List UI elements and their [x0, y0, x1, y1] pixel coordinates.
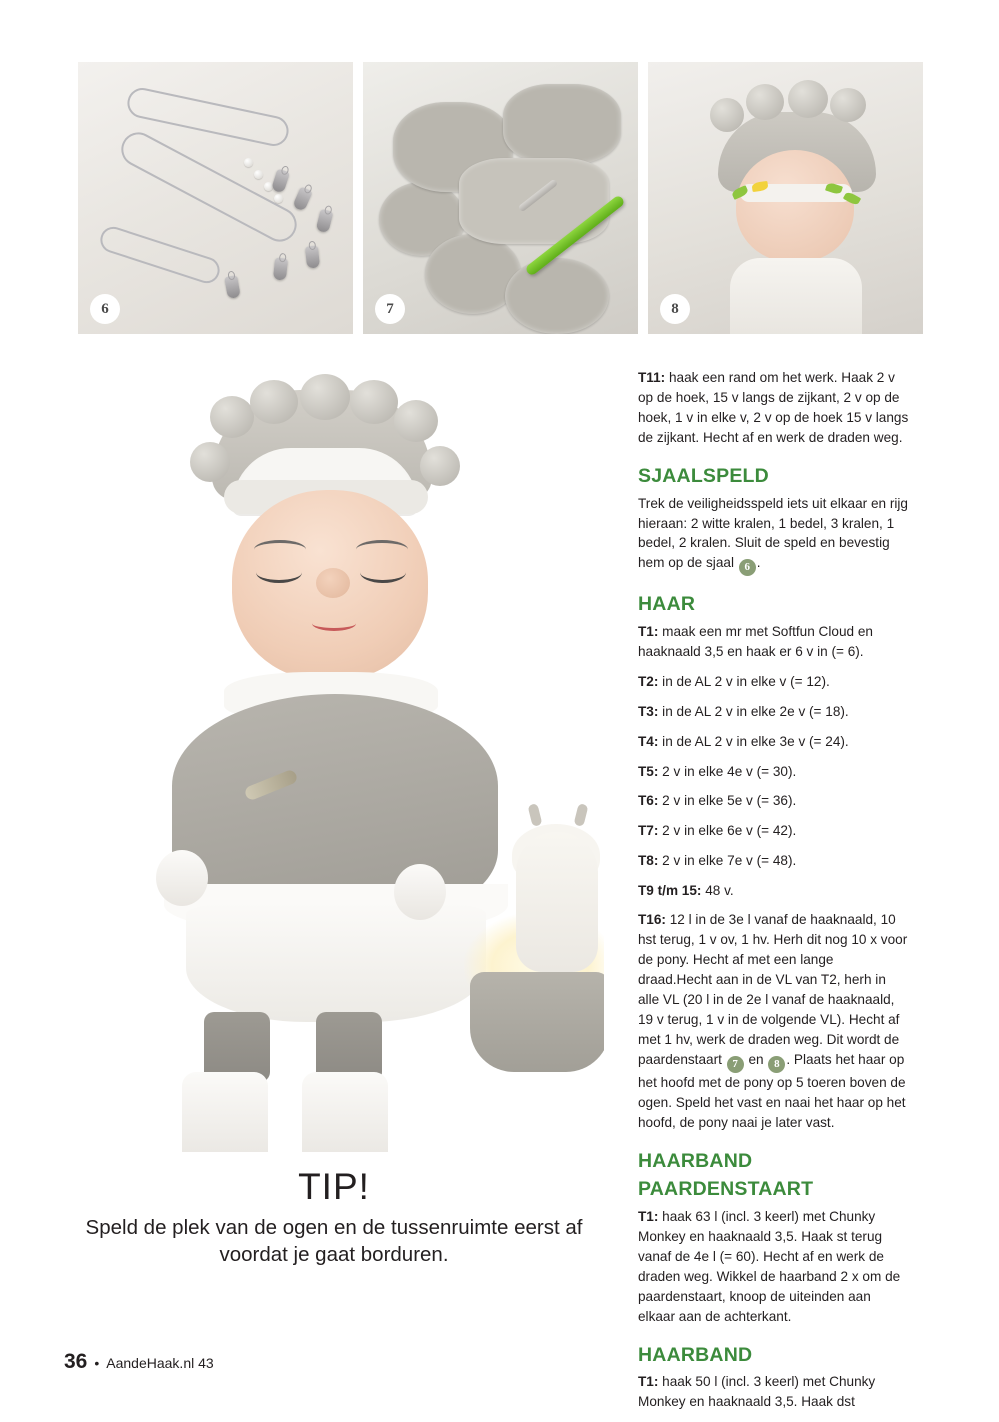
row-text: maak een mr met Softfun Cloud en haaknaald 3,5 en haak er 6 v in (= 6).: [638, 623, 873, 659]
paragraph-sjaalspeld: [638, 494, 910, 576]
bead-icon: [274, 194, 283, 203]
row-label: T6:: [638, 793, 659, 809]
row-t5: [638, 762, 910, 782]
photo-step-6: [78, 62, 353, 334]
row-label: T2:: [638, 673, 659, 689]
hair-curl: [300, 374, 350, 420]
doll-eyebrow: [356, 540, 408, 559]
paragraph-t16: [638, 910, 910, 1132]
doll-eyelash: [256, 562, 302, 583]
photo-strip: [78, 62, 923, 334]
heading-haarband: HAARBAND: [638, 1343, 753, 1366]
row-text: 2 v in elke 5e v (= 36).: [658, 793, 797, 809]
row-label: T9 t/m 15:: [638, 883, 702, 899]
row-label: T11:: [638, 370, 666, 385]
giraffe-horn: [527, 803, 542, 827]
charm-icon: [292, 186, 313, 211]
hair-curl: [746, 84, 784, 120]
doll-body: [730, 258, 862, 334]
hair-curl: [788, 80, 828, 118]
bead-icon: [254, 170, 263, 179]
row-text: 2 v in elke 4e v (= 30).: [658, 763, 797, 779]
row-t9-15: [638, 881, 910, 901]
heading-haar: HAAR: [638, 593, 696, 616]
doll-nose: [316, 568, 350, 598]
step-badge: 8: [660, 294, 690, 324]
row-t3: [638, 702, 910, 722]
inline-step-badge: 8: [768, 1056, 785, 1073]
doll-mouth: [312, 616, 356, 631]
footer-separator: •: [94, 1355, 100, 1371]
page-footer: [64, 1350, 214, 1374]
row-label: T3:: [638, 703, 659, 719]
photo-step-8: [648, 62, 923, 334]
row-t7: [638, 821, 910, 841]
row-t8: [638, 851, 910, 871]
doll-hand: [394, 864, 446, 920]
heading-haarband-paardenstaart: HAARBAND PAARDENSTAART: [638, 1149, 814, 1201]
charm-icon: [224, 275, 241, 299]
tip-block: [64, 1166, 604, 1268]
doll-skirt: [186, 902, 486, 1022]
charm-icon: [273, 257, 288, 280]
hair-curl: [420, 446, 460, 486]
paragraph-t11: [638, 368, 910, 448]
row-text: haak 63 l (incl. 3 keerl) met Chunky Monkey en haaknaald 3,5. Haak st terug vanaf de 4e l (= 60). Hecht af en werk de draden weg. Wikkel de haarband 2 x om de paardenstaart, knoop de uiteinden aan elkaar aan de achterkant.: [638, 1208, 901, 1324]
row-text: in de AL 2 v in elke 3e v (= 24).: [658, 733, 849, 749]
tip-title: TIP!: [298, 1166, 370, 1207]
safety-pin-icon: [97, 223, 223, 286]
row-label: T4:: [638, 733, 659, 749]
crochet-ruffle: [503, 84, 621, 164]
doll-boot: [302, 1072, 388, 1152]
doll-boot: [182, 1072, 268, 1152]
paragraph-haarband-paardenstaart: [638, 1207, 910, 1327]
row-label: T1:: [638, 623, 659, 639]
bead-icon: [244, 158, 253, 167]
row-text: Trek de veiligheidsspeld iets uit elkaar en rijg hieraan: 2 witte kralen, 1 bedel, 3 kralen, 1 bedel, 2 kralen. Sluit de speld en bevestig hem op de sjaal: [638, 495, 908, 571]
row-text: 2 v in elke 7e v (= 48).: [658, 853, 797, 869]
row-t6: [638, 791, 910, 811]
row-label: T16:: [638, 912, 666, 928]
tip-text: Speld de plek van de ogen en de tussenruimte eerst af voordat je gaat borduren.: [85, 1216, 583, 1267]
paragraph-haarband: [638, 1372, 910, 1412]
row-text: 48 v.: [701, 883, 734, 899]
instructions-column: [638, 368, 910, 1422]
row-tail: .: [756, 555, 761, 571]
giraffe-horn: [573, 803, 588, 827]
row-label: T7:: [638, 823, 659, 839]
row-text: in de AL 2 v in elke v (= 12).: [658, 673, 830, 689]
hair-curl: [210, 396, 254, 438]
charm-icon: [305, 245, 320, 268]
doll-eyebrow: [254, 540, 306, 559]
giraffe-body: [516, 832, 598, 972]
heading-sjaalspeld: SJAALSPELD: [638, 464, 769, 487]
inline-step-badge: 7: [727, 1056, 744, 1073]
hero-photo: [64, 372, 604, 1152]
hair-curl: [394, 400, 438, 442]
row-mid: en: [744, 1052, 768, 1068]
hair-curl: [830, 88, 866, 122]
inline-step-badge: 6: [739, 559, 756, 576]
row-label: T8:: [638, 853, 659, 869]
step-badge: 7: [375, 294, 405, 324]
doll-hand: [156, 850, 208, 906]
row-label: T5:: [638, 763, 659, 779]
row-text: haak een rand om het werk. Haak 2 v op de hoek, 15 v langs de zijkant, 2 v op de hoek, 1 v in elke v, 2 v op de hoek 15 v langs de zijkant. Hecht af en werk de draden weg.: [638, 370, 909, 445]
step-badge: 6: [90, 294, 120, 324]
footer-source: AandeHaak.nl 43: [106, 1355, 214, 1371]
doll-head: [736, 150, 854, 262]
crochet-ruffle: [505, 258, 609, 334]
hair-curl: [190, 442, 230, 482]
row-t4: [638, 732, 910, 752]
hair-curl: [250, 380, 298, 424]
hair-curl: [710, 98, 744, 132]
row-text: 2 v in elke 6e v (= 42).: [658, 823, 797, 839]
photo-step-7: [363, 62, 638, 334]
row-text: in de AL 2 v in elke 2e v (= 18).: [658, 703, 849, 719]
row-t2: [638, 672, 910, 692]
row-label: T1:: [638, 1208, 659, 1224]
row-text: 12 l in de 3e l vanaf de haaknaald, 10 hst terug, 1 v ov, 1 hv. Herh dit nog 10 x voor de pony. Hecht af met een lange draad.Hecht aan in de VL van T2, herh in alle VL (20 l in de 2e l vanaf de haaknaald, 19 v terug, 1 v in de volgende VL). Hecht af met 1 hv, werk de draden weg. Dit wordt de paardenstaart: [638, 912, 908, 1068]
doll-eyelash: [360, 562, 406, 583]
row-label: T1:: [638, 1374, 659, 1390]
page-number: 36: [64, 1350, 88, 1373]
row-text: haak 50 l (incl. 3 keerl) met Chunky Monkey en haaknaald 3,5. Haak dst: [638, 1374, 876, 1410]
hair-curl: [350, 380, 398, 424]
row-t1: [638, 622, 910, 662]
charm-icon: [316, 209, 334, 233]
row-tail: . Plaats het haar op het hoofd met de pony op 5 toeren boven de ogen. Speld het vast en naai het haar op het hoofd, de pony naai je later vast.: [638, 1052, 906, 1130]
charm-icon: [271, 169, 290, 194]
flower-pot: [470, 972, 604, 1072]
